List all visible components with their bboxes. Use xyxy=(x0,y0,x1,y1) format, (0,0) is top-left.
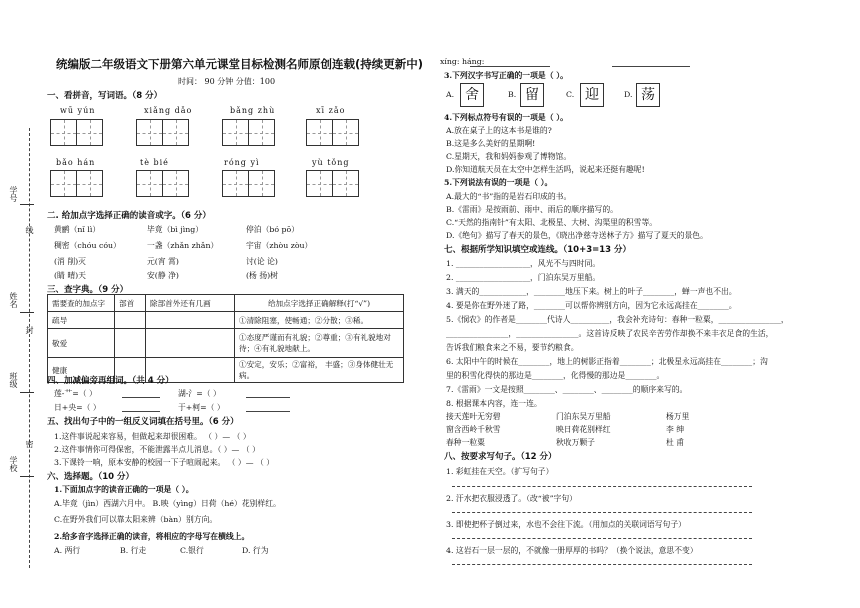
table-header: 需要查的加点字 xyxy=(48,295,115,312)
fill-item: ________________，________________。这首诗反映了农民辛苦劳作却换不来丰衣足食的生活， xyxy=(446,329,774,338)
radical-item: 莲-艹=（ ） xyxy=(54,389,97,398)
question: 4.下列标点符号有误的一项是（ ）。 xyxy=(444,113,568,122)
sentence-task: 1. 彩虹挂在天空。（扩写句子） xyxy=(446,467,554,476)
fill-item: 2. ___________________，门泊东吴万里船。 xyxy=(446,273,601,282)
section-2-heading: 二. 给加点字选择正确的读音或字。（6 分） xyxy=(47,211,211,221)
char-option: 讨(论 论) xyxy=(246,257,278,266)
sentence-task: 4. 这岩石一层一层的，不就像一册厚厚的书吗？（换个说法，意思不变） xyxy=(446,546,698,555)
writing-grid[interactable] xyxy=(136,119,188,146)
table-cell[interactable] xyxy=(115,312,146,329)
fill-item: 里的积雪化得快的那边是________，化得慢的那边是________。 xyxy=(446,371,665,380)
side-seal-char: 封 xyxy=(25,326,34,334)
radical-item: 湖-氵=（ ） xyxy=(178,389,221,398)
fill-item: 7.《雷雨》一文是按照________、________、________的顺序来写的。 xyxy=(446,385,688,394)
pinyin-label: wū yún xyxy=(60,106,96,115)
option-text: A.最大的“书”指的是岩石印成的书。 xyxy=(446,192,572,201)
answer-line[interactable] xyxy=(452,512,752,513)
option-text: C.星期天，我和妈妈参观了博物馆。 xyxy=(446,152,572,161)
match-item[interactable]: 杜 甫 xyxy=(666,438,685,447)
char-box: 迎 xyxy=(580,83,604,107)
table-header: 给加点字选择正确解释(打“√”) xyxy=(235,295,404,312)
table-header: 部首 xyxy=(115,295,146,312)
pinyin-label: yù tǒng xyxy=(312,158,350,167)
section-8-heading: 八、按要求写句子。（12 分） xyxy=(444,452,557,462)
side-label-name: 姓名 xyxy=(9,292,18,308)
section-7-heading: 七、根据所学知识填空或连线。（10+3=13 分） xyxy=(444,245,632,255)
side-tick xyxy=(20,476,34,477)
char-option: (杨 扬)树 xyxy=(246,271,278,280)
char-box: 舍 xyxy=(460,83,484,107)
table-header: 除部首外还有几画 xyxy=(146,295,235,312)
table-cell: ①清除阻塞，使畅通；②分散；③稀。 xyxy=(235,312,404,329)
pinyin-label: tè bié xyxy=(140,158,169,167)
fill-item: 1. ___________________，风光不与四时同。 xyxy=(446,259,601,268)
pinyin-label: xiǎng dǎo xyxy=(144,106,193,115)
answer-line[interactable] xyxy=(246,397,290,398)
char-box: 留 xyxy=(520,83,544,107)
section-1-heading: 一、看拼音，写词语。（8 分） xyxy=(47,91,163,101)
answer-line[interactable] xyxy=(246,411,290,412)
pinyin-label: bǎng zhù xyxy=(230,106,276,115)
section-5-heading: 五、找出句子中的一组反义词填在括号里。（6 分） xyxy=(47,417,239,427)
side-seal-char: 密 xyxy=(25,440,34,448)
reading-option: 稠密（chóu cóu） xyxy=(54,241,121,250)
fill-item: 6. 太阳中午的时候在________，地上的树影正指着________；北极星永远高挂在________；沟 xyxy=(446,357,768,366)
question: 5.下列说法有误的一项是（ ）。 xyxy=(444,178,553,187)
table-cell: 健康 xyxy=(48,358,115,383)
antonym-item: 1.这件事说起来容易，但做起来却很困难。 （ ）— （ ） xyxy=(54,432,251,441)
option-text: A.毕竟（jìn）西湖六月中。 B.映（yìng）日荷（hé）花别样红。 xyxy=(54,499,281,508)
table-cell: ①安定，安乐；②富裕， 丰盛；③身体健壮无病。 xyxy=(235,358,404,383)
dictionary-table xyxy=(47,294,404,383)
table-cell[interactable] xyxy=(146,329,235,358)
fill-item: 告诉我们粮食来之不易，要节约粮食。 xyxy=(446,343,579,352)
char-option: 元(宵 霄) xyxy=(147,257,179,266)
binding-dashed-line xyxy=(29,128,30,568)
side-tick xyxy=(20,312,34,313)
fill-item: 5.《悯农》的作者是________代诗人__________，我会补充诗句：春种一粒粟，________________， xyxy=(446,315,789,324)
answer-line[interactable] xyxy=(470,66,550,67)
table-cell[interactable] xyxy=(115,329,146,358)
match-item[interactable]: 接天莲叶无穷碧 xyxy=(446,412,501,421)
pinyin-label: xī zǎo xyxy=(316,106,346,115)
table-cell[interactable] xyxy=(146,312,235,329)
option-text: A. 两行 xyxy=(54,546,81,555)
reading-option: 毕竟（bì jìng） xyxy=(147,225,204,234)
option-letter: A. xyxy=(446,90,455,99)
reading-option: 宇宙（zhòu zòu） xyxy=(246,241,313,250)
reading-option: 停泊（bó pō） xyxy=(246,225,300,234)
option-text: D.你知道航天员在太空中怎样生活吗，说起来还挺有趣呢! xyxy=(446,165,645,174)
polyphone-blanks: xíng: háng: xyxy=(440,57,485,66)
option-text: A.放在桌子上的这本书是谁的? xyxy=(446,126,552,135)
char-option: (消 削)灭 xyxy=(54,257,86,266)
side-seal-char: 线 xyxy=(25,226,34,234)
option-text: C.银行 xyxy=(180,546,204,555)
option-text: B.《雷雨》是按雨前、雨中、雨后的顺序描写的。 xyxy=(446,205,618,214)
pinyin-label: róng yì xyxy=(224,158,260,167)
char-option: 安(静 净) xyxy=(147,271,179,280)
side-label-student-id: 学号 xyxy=(9,186,18,202)
side-tick xyxy=(20,204,34,205)
question: 1.下面加点字的读音正确的一项是（ ）。 xyxy=(54,485,194,494)
radical-item: 于+柯=（ ） xyxy=(178,403,225,412)
match-item[interactable]: 春种一粒粟 xyxy=(446,438,485,447)
question: 3.下列汉字书写正确的一项是（ ）。 xyxy=(444,71,568,80)
match-item[interactable]: 李 绅 xyxy=(666,425,685,434)
char-option: (睛 晴)天 xyxy=(54,271,86,280)
writing-grid[interactable] xyxy=(50,119,102,146)
reading-option: 一盏（zhǎn zhǎn） xyxy=(147,241,219,250)
sentence-task: 3. 即使把杯子倒过来，水也不会往下流。（用加点的关联词语写句子） xyxy=(446,520,686,529)
antonym-item: 2.这件事情你可得保密，不能泄露半点儿消息。（ ）— （ ） xyxy=(54,445,260,454)
question: 2.给多音字选择正确的读音，将相应的字母写在横线上。 xyxy=(54,532,250,541)
sentence-task: 2. 汗水把衣服浸透了。（改“被”字句） xyxy=(446,494,577,503)
answer-line[interactable] xyxy=(452,538,752,539)
side-label-school: 学校 xyxy=(9,456,18,472)
answer-line[interactable] xyxy=(452,564,752,565)
section-4-heading: 四、加减偏旁再组词。（共 4 分） xyxy=(47,376,174,386)
page-title: 统编版二年级语文下册第六单元课堂目标检测名师原创连载(持续更新中) xyxy=(56,57,424,71)
writing-grid[interactable] xyxy=(222,170,274,197)
option-text: B. 行走 xyxy=(120,546,147,555)
match-item[interactable]: 秋收万颗子 xyxy=(556,438,595,447)
answer-line[interactable] xyxy=(612,66,690,67)
answer-line[interactable] xyxy=(122,397,160,398)
option-letter: C. xyxy=(566,90,575,99)
answer-line[interactable] xyxy=(452,486,752,487)
match-item[interactable]: 窗含西岭千秋雪 xyxy=(446,425,501,434)
side-tick xyxy=(20,392,34,393)
reading-option: 黄鹂（nǐ lì） xyxy=(54,225,101,234)
match-item[interactable]: 映日荷花别样红 xyxy=(556,425,611,434)
match-item[interactable]: 门泊东吴万里船 xyxy=(556,412,611,421)
fill-item: 8. 根据课本内容，连一连。 xyxy=(446,399,542,408)
char-box: 荡 xyxy=(636,83,660,107)
match-item[interactable]: 杨万里 xyxy=(666,412,690,421)
option-text: B.这是多么美好的星期啊! xyxy=(446,139,536,148)
section-3-heading: 三、查字典。（9 分） xyxy=(47,285,129,295)
option-text: D.《绝句》描写了春天的景色，《晓出净慈寺送林子方》描写了夏天的景色。 xyxy=(446,231,708,240)
fill-item: 3. 满天的____________，________地压下来。树上的叶子________，蝉一声也不出。 xyxy=(446,287,737,296)
antonym-item: 3.下课铃一响，原本安静的校园一下子喧闹起来。 （ ）— （ ） xyxy=(54,458,275,467)
table-cell: 疏导 xyxy=(48,312,115,329)
section-6-heading: 六、选择题。（10 分） xyxy=(47,472,135,482)
radical-item: 日+央=（ ） xyxy=(54,403,101,412)
option-text: D. 行为 xyxy=(242,546,269,555)
side-label-class: 班级 xyxy=(9,372,18,388)
table-cell: 敬爱 xyxy=(48,329,115,358)
writing-grid[interactable] xyxy=(50,170,102,197)
writing-grid[interactable] xyxy=(222,119,274,146)
option-text: C.“天然的指南针”有太阳、北极星、大树、沟渠里的积雪等。 xyxy=(446,218,658,227)
writing-grid[interactable] xyxy=(306,119,358,146)
answer-line[interactable] xyxy=(122,411,160,412)
writing-grid[interactable] xyxy=(306,170,358,197)
option-letter: B. xyxy=(508,90,517,99)
option-text: C.在野外我们可以靠太阳来辨（bàn）别方向。 xyxy=(54,515,218,524)
table-cell: ①态度严谨而有礼貌；②尊重；③有礼貌地对待；④有礼貌地献上。 xyxy=(235,329,404,358)
pinyin-label: bǎo hán xyxy=(56,158,96,167)
fill-item: 4. 要是你在野外迷了路，________可以帮你辨别方向，因为它永远高挂在________。 xyxy=(446,301,737,310)
page-subtitle: 时间： 90 分钟 分值：100 xyxy=(178,77,276,86)
option-letter: D. xyxy=(624,90,633,99)
writing-grid[interactable] xyxy=(136,170,188,197)
